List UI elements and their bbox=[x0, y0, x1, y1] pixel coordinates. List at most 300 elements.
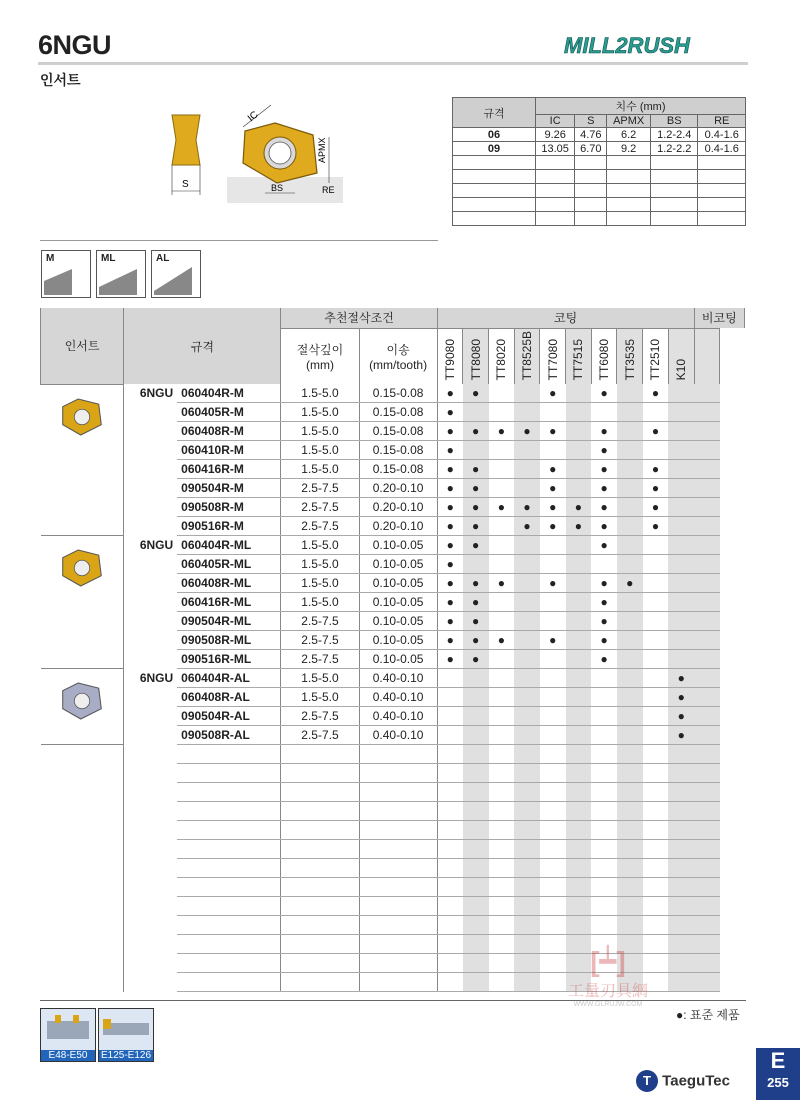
grade-mark bbox=[463, 555, 489, 574]
insert-image bbox=[41, 669, 124, 745]
grade-mark bbox=[540, 707, 566, 726]
depth-cell: 1.5-5.0 bbox=[281, 574, 359, 593]
grade-mark: ● bbox=[591, 441, 617, 460]
grade-mark bbox=[617, 384, 643, 403]
empty-row bbox=[41, 764, 745, 783]
feed-cell: 0.10-0.05 bbox=[359, 631, 437, 650]
s-dim-label: S bbox=[182, 179, 189, 190]
grade-mark bbox=[617, 726, 643, 745]
series-cell bbox=[124, 631, 177, 650]
depth-cell: 1.5-5.0 bbox=[281, 384, 359, 403]
grade-mark bbox=[643, 593, 669, 612]
depth-cell: 1.5-5.0 bbox=[281, 536, 359, 555]
grade-mark bbox=[668, 612, 694, 631]
grade-mark bbox=[617, 555, 643, 574]
grade-mark: ● bbox=[463, 612, 489, 631]
grade-mark: ● bbox=[489, 422, 515, 441]
depth-cell: 2.5-7.5 bbox=[281, 517, 359, 536]
grade-mark bbox=[617, 688, 643, 707]
section-tab: E 255 bbox=[756, 1048, 800, 1100]
depth-cell: 1.5-5.0 bbox=[281, 688, 359, 707]
grade-mark bbox=[643, 403, 669, 422]
grade-mark bbox=[514, 707, 540, 726]
dims-spec-header: 규격 bbox=[453, 98, 536, 128]
grade-mark bbox=[540, 593, 566, 612]
depth-cell: 2.5-7.5 bbox=[281, 498, 359, 517]
series-cell: 6NGU bbox=[139, 386, 174, 401]
depth-cell: 2.5-7.5 bbox=[281, 631, 359, 650]
series-cell: 6NGU bbox=[139, 671, 174, 685]
feed-cell: 0.15-0.08 bbox=[359, 384, 437, 403]
grade-mark: ● bbox=[591, 574, 617, 593]
grade-mark bbox=[463, 688, 489, 707]
series-cell bbox=[124, 574, 177, 593]
grade-mark: ● bbox=[514, 517, 540, 536]
grade-mark bbox=[514, 384, 540, 403]
grade-mark bbox=[489, 707, 515, 726]
grade-mark bbox=[489, 593, 515, 612]
grade-mark: ● bbox=[437, 517, 463, 536]
grade-mark bbox=[668, 384, 694, 403]
grade-mark: ● bbox=[540, 498, 566, 517]
grade-mark: ● bbox=[540, 631, 566, 650]
empty-row bbox=[41, 783, 745, 802]
grade-mark bbox=[617, 669, 643, 688]
dims-col-ic: IC bbox=[536, 115, 575, 128]
grade-mark bbox=[489, 669, 515, 688]
grade-mark: ● bbox=[437, 479, 463, 498]
empty-row bbox=[41, 745, 745, 764]
reference-thumb-2[interactable] bbox=[98, 1008, 154, 1062]
table-row bbox=[41, 479, 745, 498]
feed-cell: 0.40-0.10 bbox=[359, 726, 437, 745]
grade-mark bbox=[617, 422, 643, 441]
grade-mark bbox=[489, 555, 515, 574]
feed-cell: 0.20-0.10 bbox=[359, 498, 437, 517]
grade-header-tt9080: TT9080 bbox=[437, 328, 463, 384]
depth-cell: 1.5-5.0 bbox=[281, 403, 359, 422]
grade-mark bbox=[617, 441, 643, 460]
grade-mark: ● bbox=[437, 460, 463, 479]
spec-code: 060404R-M bbox=[177, 384, 281, 403]
dims-row bbox=[453, 156, 746, 170]
grade-mark bbox=[540, 669, 566, 688]
empty-row bbox=[41, 821, 745, 840]
grade-mark bbox=[566, 479, 592, 498]
grade-mark: ● bbox=[463, 517, 489, 536]
grade-mark bbox=[489, 517, 515, 536]
insert-side-view-diagram bbox=[160, 105, 220, 205]
grade-mark bbox=[617, 707, 643, 726]
grade-mark bbox=[668, 555, 694, 574]
grade-mark bbox=[566, 403, 592, 422]
table-row bbox=[41, 631, 745, 650]
spec-code: 090504R-M bbox=[177, 479, 281, 498]
feed-cell: 0.20-0.10 bbox=[359, 517, 437, 536]
grade-mark: ● bbox=[463, 536, 489, 555]
grade-mark: ● bbox=[437, 441, 463, 460]
series-cell: 6NGU bbox=[139, 538, 174, 552]
grade-mark bbox=[514, 460, 540, 479]
feed-cell: 0.10-0.05 bbox=[359, 593, 437, 612]
grade-mark bbox=[514, 688, 540, 707]
grade-mark bbox=[514, 574, 540, 593]
grade-mark bbox=[437, 669, 463, 688]
grade-mark: ● bbox=[437, 593, 463, 612]
grade-mark: ● bbox=[437, 403, 463, 422]
grade-mark bbox=[591, 726, 617, 745]
grade-mark: ● bbox=[489, 631, 515, 650]
table-row bbox=[41, 384, 745, 403]
dims-col-s: S bbox=[575, 115, 607, 128]
depth-cell: 1.5-5.0 bbox=[281, 593, 359, 612]
grade-mark: ● bbox=[591, 384, 617, 403]
grade-mark: ● bbox=[463, 460, 489, 479]
grade-mark bbox=[617, 631, 643, 650]
grade-mark: ● bbox=[463, 479, 489, 498]
feed-cell: 0.15-0.08 bbox=[359, 441, 437, 460]
dims-row: 06 9.26 4.76 6.2 1.2-2.4 0.4-1.6 bbox=[453, 128, 746, 142]
spec-code: 090504R-ML bbox=[177, 612, 281, 631]
insert-col-header: 인서트 bbox=[41, 308, 124, 384]
dims-group-header: 치수 (mm) bbox=[536, 98, 746, 115]
grade-mark: ● bbox=[437, 536, 463, 555]
grade-mark bbox=[514, 403, 540, 422]
grade-header-tt8525b: TT8525B bbox=[514, 328, 540, 384]
grade-mark bbox=[617, 460, 643, 479]
dimensions-table bbox=[452, 97, 746, 226]
spec-code: 060405R-ML bbox=[177, 555, 281, 574]
grade-header-tt2510: TT2510 bbox=[643, 328, 669, 384]
re-dim-label: RE bbox=[322, 185, 335, 195]
dims-row bbox=[453, 184, 746, 198]
grade-mark bbox=[591, 688, 617, 707]
grade-mark bbox=[489, 441, 515, 460]
grade-header-tt7515: TT7515 bbox=[566, 328, 592, 384]
feed-cell: 0.10-0.05 bbox=[359, 612, 437, 631]
grade-mark: ● bbox=[463, 574, 489, 593]
dims-row bbox=[453, 212, 746, 226]
table-row bbox=[41, 726, 745, 745]
grade-mark bbox=[437, 688, 463, 707]
grade-mark: ● bbox=[591, 612, 617, 631]
cond-col-header: 추천절삭조건 bbox=[281, 308, 437, 328]
uncoated-col-header: 비코팅 bbox=[694, 308, 744, 328]
empty-row bbox=[41, 840, 745, 859]
grade-mark bbox=[643, 612, 669, 631]
table-row bbox=[41, 593, 745, 612]
grade-mark bbox=[668, 517, 694, 536]
grade-mark: ● bbox=[668, 688, 694, 707]
spec-code: 060404R-ML bbox=[177, 536, 281, 555]
shape-m: M bbox=[41, 250, 91, 298]
grade-mark bbox=[489, 612, 515, 631]
grade-mark: ● bbox=[668, 669, 694, 688]
grade-mark bbox=[643, 631, 669, 650]
page-number: 255 bbox=[767, 1075, 789, 1090]
grade-mark bbox=[566, 707, 592, 726]
grade-mark bbox=[668, 479, 694, 498]
series-cell bbox=[124, 650, 177, 669]
spec-code: 060410R-M bbox=[177, 441, 281, 460]
series-cell bbox=[124, 688, 177, 707]
grade-mark: ● bbox=[643, 479, 669, 498]
feed-cell: 0.15-0.08 bbox=[359, 460, 437, 479]
brand-logo bbox=[562, 32, 748, 58]
shape-al: AL bbox=[151, 250, 201, 298]
grade-mark bbox=[437, 726, 463, 745]
grade-mark: ● bbox=[591, 631, 617, 650]
grade-mark bbox=[489, 460, 515, 479]
grade-mark bbox=[566, 688, 592, 707]
grade-mark bbox=[591, 707, 617, 726]
grade-mark bbox=[540, 688, 566, 707]
grade-mark bbox=[489, 650, 515, 669]
grade-mark: ● bbox=[540, 384, 566, 403]
grade-mark bbox=[566, 384, 592, 403]
grade-mark bbox=[489, 688, 515, 707]
grade-header-tt8080: TT8080 bbox=[463, 328, 489, 384]
grade-mark bbox=[514, 612, 540, 631]
grade-mark bbox=[566, 574, 592, 593]
series-cell bbox=[124, 707, 177, 726]
grade-mark bbox=[668, 536, 694, 555]
reference-label-1: E48-E50 bbox=[41, 1050, 95, 1061]
grade-mark bbox=[566, 555, 592, 574]
series-cell bbox=[124, 517, 177, 536]
grade-mark bbox=[489, 384, 515, 403]
grade-mark bbox=[463, 726, 489, 745]
grade-mark bbox=[463, 707, 489, 726]
grade-mark bbox=[566, 593, 592, 612]
grade-mark: ● bbox=[437, 650, 463, 669]
grade-mark: ● bbox=[566, 517, 592, 536]
grade-mark: ● bbox=[643, 517, 669, 536]
grade-mark: ● bbox=[591, 536, 617, 555]
series-cell bbox=[124, 479, 177, 498]
series-cell bbox=[124, 726, 177, 745]
grade-mark bbox=[540, 650, 566, 669]
grade-mark: ● bbox=[566, 498, 592, 517]
empty-row bbox=[41, 859, 745, 878]
grade-mark bbox=[668, 403, 694, 422]
grade-mark bbox=[668, 631, 694, 650]
feed-cell: 0.10-0.05 bbox=[359, 555, 437, 574]
grade-mark bbox=[514, 650, 540, 669]
reference-label-2: E125-E126 bbox=[100, 1050, 152, 1061]
grade-mark bbox=[668, 422, 694, 441]
spec-code: 090508R-AL bbox=[177, 726, 281, 745]
grade-mark: ● bbox=[514, 498, 540, 517]
table-row bbox=[41, 441, 745, 460]
table-row bbox=[41, 612, 745, 631]
table-row bbox=[41, 707, 745, 726]
grade-mark: ● bbox=[617, 574, 643, 593]
depth-cell: 2.5-7.5 bbox=[281, 726, 359, 745]
feed-cell: 0.10-0.05 bbox=[359, 574, 437, 593]
grade-mark: ● bbox=[437, 555, 463, 574]
watermark: [┷] 工量刃具網 WWW.GLRUJW.COM bbox=[567, 946, 648, 1008]
grade-mark bbox=[489, 726, 515, 745]
depth-cell: 2.5-7.5 bbox=[281, 479, 359, 498]
grade-mark: ● bbox=[463, 422, 489, 441]
grade-mark: ● bbox=[463, 498, 489, 517]
grade-mark bbox=[617, 517, 643, 536]
grade-mark bbox=[668, 460, 694, 479]
grade-mark bbox=[514, 479, 540, 498]
table-row bbox=[41, 460, 745, 479]
series-cell bbox=[124, 441, 177, 460]
grade-mark bbox=[617, 593, 643, 612]
reference-thumb-1[interactable] bbox=[40, 1008, 96, 1062]
series-cell bbox=[124, 422, 177, 441]
grade-mark: ● bbox=[514, 422, 540, 441]
grade-header-tt7080: TT7080 bbox=[540, 328, 566, 384]
grade-mark: ● bbox=[591, 422, 617, 441]
grade-mark bbox=[540, 403, 566, 422]
grade-mark: ● bbox=[643, 422, 669, 441]
grade-mark bbox=[668, 593, 694, 612]
table-row bbox=[41, 669, 745, 688]
grade-mark bbox=[566, 536, 592, 555]
grade-mark bbox=[437, 707, 463, 726]
feed-cell: 0.15-0.08 bbox=[359, 403, 437, 422]
ic-dim-label: IC bbox=[245, 109, 261, 125]
grade-mark: ● bbox=[437, 631, 463, 650]
grade-mark bbox=[643, 574, 669, 593]
grade-mark: ● bbox=[540, 422, 566, 441]
grade-mark bbox=[617, 498, 643, 517]
dims-row bbox=[453, 170, 746, 184]
grade-mark: ● bbox=[643, 498, 669, 517]
grade-mark bbox=[566, 669, 592, 688]
feed-cell: 0.40-0.10 bbox=[359, 669, 437, 688]
grade-mark: ● bbox=[540, 479, 566, 498]
spec-code: 060408R-AL bbox=[177, 688, 281, 707]
grade-mark bbox=[643, 536, 669, 555]
grade-mark: ● bbox=[437, 384, 463, 403]
maker-logo: T TaeguTec bbox=[636, 1070, 730, 1092]
grade-mark bbox=[668, 574, 694, 593]
insert-image bbox=[41, 384, 124, 536]
grade-header-k10: K10 bbox=[668, 328, 694, 384]
grade-mark bbox=[566, 460, 592, 479]
spec-code: 060404R-AL bbox=[177, 669, 281, 688]
spec-code: 090516R-M bbox=[177, 517, 281, 536]
grade-mark bbox=[643, 707, 669, 726]
grade-mark bbox=[489, 403, 515, 422]
series-cell bbox=[124, 612, 177, 631]
grade-mark: ● bbox=[489, 574, 515, 593]
spec-code: 090504R-AL bbox=[177, 707, 281, 726]
table-row bbox=[41, 403, 745, 422]
table-row bbox=[41, 536, 745, 555]
dims-row: 09 13.05 6.70 9.2 1.2-2.2 0.4-1.6 bbox=[453, 142, 746, 156]
dims-col-apmx: APMX bbox=[607, 115, 651, 128]
svg-text:MILL2RUSH: MILL2RUSH bbox=[564, 33, 690, 58]
depth-cell: 1.5-5.0 bbox=[281, 555, 359, 574]
spec-code: 090516R-ML bbox=[177, 650, 281, 669]
table-row bbox=[41, 422, 745, 441]
feed-cell: 0.40-0.10 bbox=[359, 707, 437, 726]
grade-mark bbox=[566, 422, 592, 441]
grade-mark: ● bbox=[643, 460, 669, 479]
grade-mark bbox=[514, 593, 540, 612]
grade-mark: ● bbox=[668, 726, 694, 745]
grade-mark bbox=[566, 441, 592, 460]
dims-col-re: RE bbox=[698, 115, 746, 128]
coated-col-header: 코팅 bbox=[437, 308, 694, 328]
grade-mark bbox=[540, 441, 566, 460]
feed-col-header: 이송 (mm/tooth) bbox=[359, 328, 437, 384]
grade-mark bbox=[514, 536, 540, 555]
grade-mark bbox=[643, 726, 669, 745]
grade-mark bbox=[540, 536, 566, 555]
grade-mark: ● bbox=[437, 612, 463, 631]
grade-mark: ● bbox=[668, 707, 694, 726]
insert-image bbox=[41, 536, 124, 669]
grade-header-tt3535: TT3535 bbox=[617, 328, 643, 384]
grade-mark bbox=[617, 650, 643, 669]
grade-mark: ● bbox=[643, 384, 669, 403]
spec-code: 060408R-M bbox=[177, 422, 281, 441]
shape-ml: ML bbox=[96, 250, 146, 298]
empty-row bbox=[41, 897, 745, 916]
feed-cell: 0.15-0.08 bbox=[359, 422, 437, 441]
grade-mark bbox=[540, 555, 566, 574]
depth-cell: 1.5-5.0 bbox=[281, 422, 359, 441]
spec-code: 060416R-M bbox=[177, 460, 281, 479]
grade-mark: ● bbox=[489, 498, 515, 517]
grade-mark bbox=[591, 403, 617, 422]
series-cell bbox=[124, 498, 177, 517]
depth-cell: 1.5-5.0 bbox=[281, 441, 359, 460]
grade-mark bbox=[643, 555, 669, 574]
grade-mark bbox=[617, 536, 643, 555]
grade-mark bbox=[591, 669, 617, 688]
table-row bbox=[41, 517, 745, 536]
depth-cell: 1.5-5.0 bbox=[281, 460, 359, 479]
grade-mark: ● bbox=[463, 593, 489, 612]
grade-mark bbox=[643, 650, 669, 669]
bs-dim-label: BS bbox=[271, 183, 284, 193]
series-cell bbox=[124, 460, 177, 479]
depth-col-header: 절삭깊이 (mm) bbox=[281, 328, 359, 384]
depth-cell: 2.5-7.5 bbox=[281, 707, 359, 726]
spec-col-header: 규격 bbox=[124, 308, 281, 384]
grade-mark bbox=[643, 669, 669, 688]
grade-mark bbox=[566, 650, 592, 669]
grade-mark bbox=[463, 669, 489, 688]
depth-cell: 1.5-5.0 bbox=[281, 669, 359, 688]
feed-cell: 0.10-0.05 bbox=[359, 650, 437, 669]
grade-mark bbox=[489, 536, 515, 555]
page-subtitle: 인서트 bbox=[40, 72, 81, 88]
legend: ●: 표준 제품 bbox=[676, 1008, 740, 1022]
grade-mark bbox=[566, 612, 592, 631]
depth-cell: 2.5-7.5 bbox=[281, 650, 359, 669]
grade-header-tt6080: TT6080 bbox=[591, 328, 617, 384]
grade-mark: ● bbox=[437, 574, 463, 593]
table-row bbox=[41, 688, 745, 707]
grade-mark bbox=[514, 631, 540, 650]
grade-mark: ● bbox=[591, 479, 617, 498]
grade-mark bbox=[617, 479, 643, 498]
grade-mark bbox=[540, 726, 566, 745]
grade-mark: ● bbox=[591, 593, 617, 612]
section-divider bbox=[40, 240, 438, 241]
grade-mark: ● bbox=[437, 498, 463, 517]
